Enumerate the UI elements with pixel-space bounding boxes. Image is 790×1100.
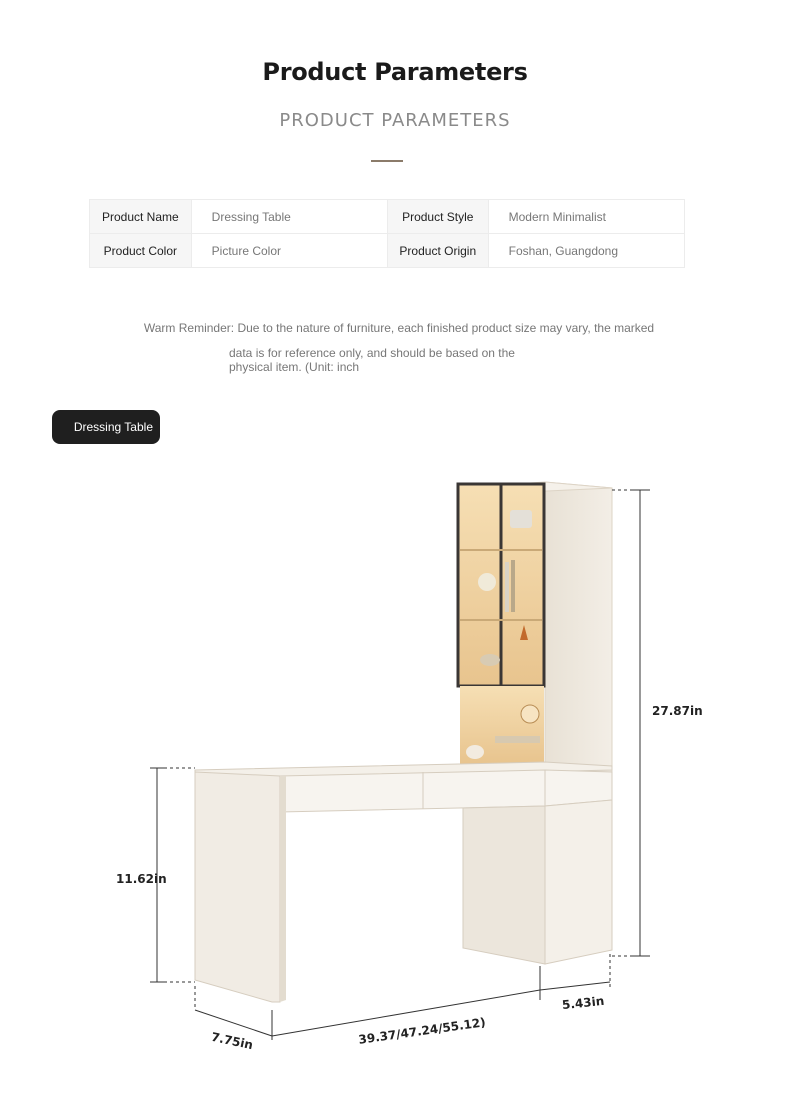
param-value: Dressing Table — [191, 200, 387, 234]
param-label: Product Color — [90, 234, 192, 268]
dimension-width: 39.37/47.24/55.12) — [357, 1015, 487, 1047]
param-label: Product Name — [90, 200, 192, 234]
dressing-table-illustration — [90, 470, 730, 1070]
product-tag — [52, 410, 160, 444]
param-value: Foshan, Guangdong — [488, 234, 684, 268]
table-row — [90, 200, 685, 234]
parameters-table — [89, 199, 685, 268]
reminder-text-line2: data is for reference only, and should be based on the physical item. (Unit: inch — [229, 346, 515, 374]
dimension-total-height: 27.87in — [652, 704, 703, 718]
param-value: Picture Color — [191, 234, 387, 268]
param-label: Product Origin — [387, 234, 488, 268]
page-subtitle: PRODUCT PARAMETERS — [279, 110, 511, 131]
table-row — [90, 234, 685, 268]
page-title: Product Parameters — [262, 58, 528, 86]
title-divider — [371, 160, 403, 162]
product-tag-label: Dressing Table — [73, 420, 153, 434]
param-value: Modern Minimalist — [488, 200, 684, 234]
reminder-text-line1: Warm Reminder: Due to the nature of furniture, each finished product size may vary, the marked — [143, 321, 655, 335]
dimension-cabinet-depth: 5.43in — [561, 993, 605, 1013]
param-label: Product Style — [387, 200, 488, 234]
dimension-depth: 7.75in — [210, 1029, 255, 1053]
dimension-desk-height: 11.62in — [116, 872, 167, 886]
